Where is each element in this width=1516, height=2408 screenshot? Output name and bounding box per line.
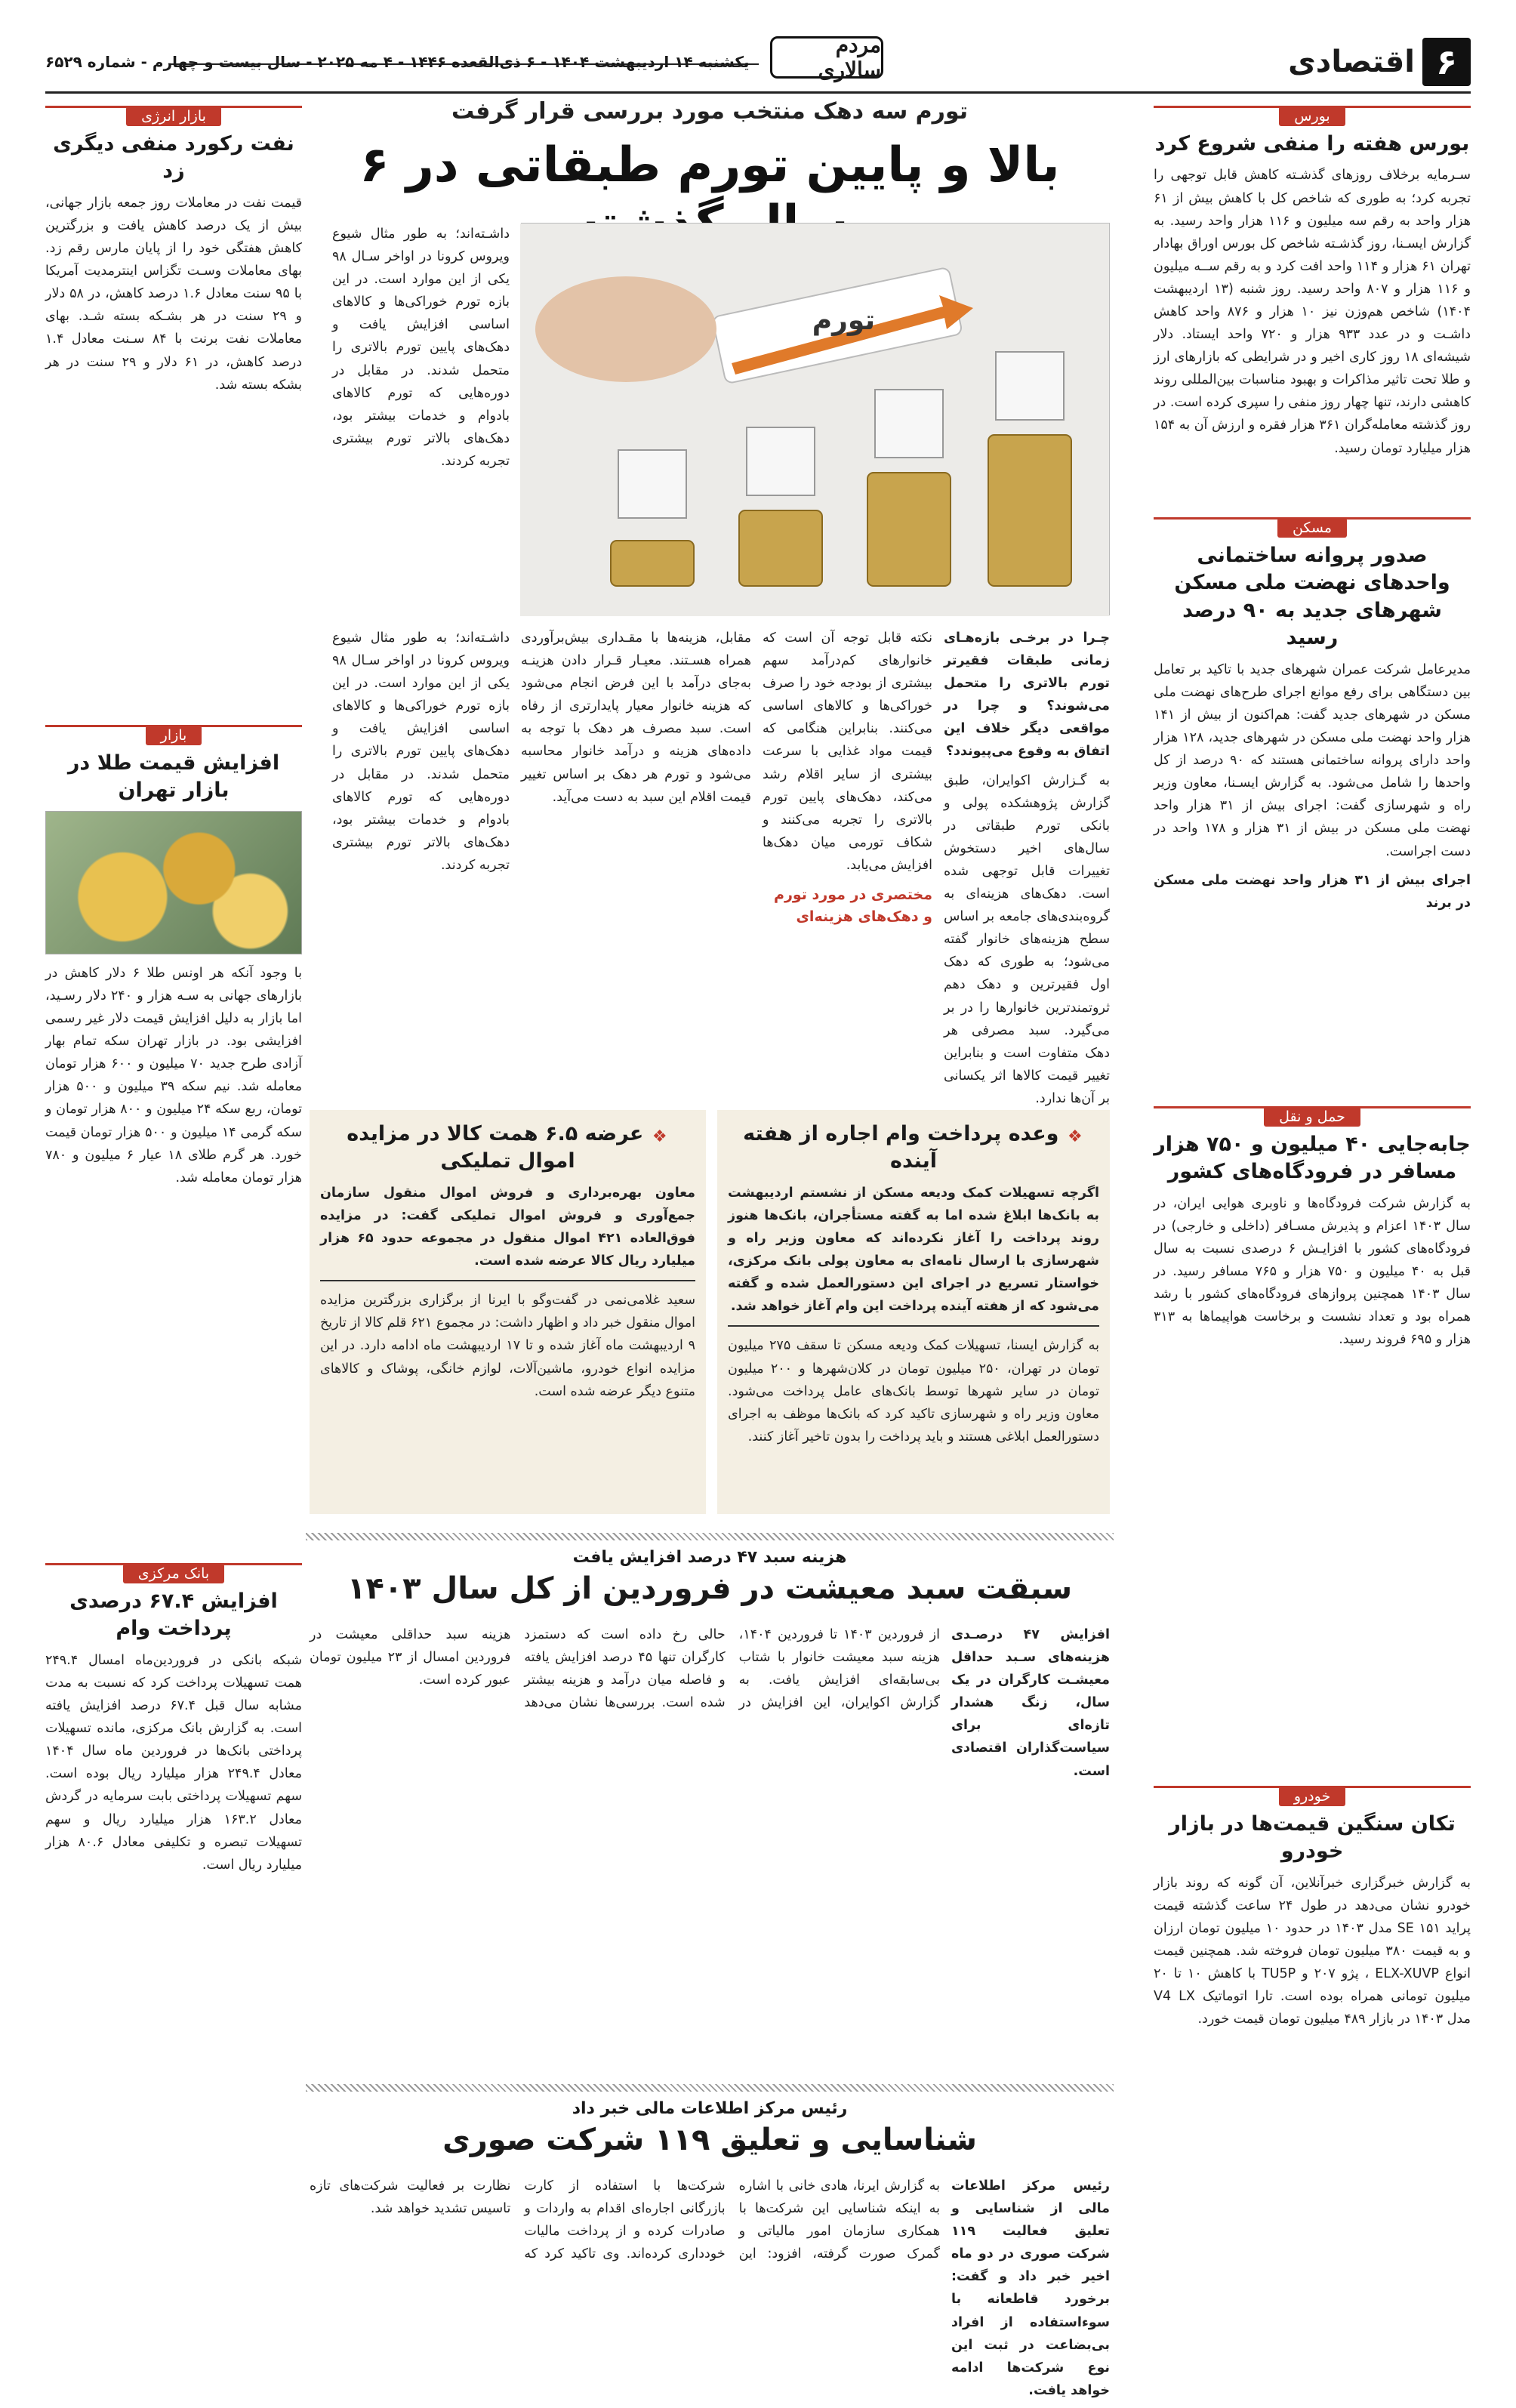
stock-title: بورس هفته را منفی شروع کرد [1154,132,1470,156]
auction-body: سعید غلامی‌نمی در گفت‌وگو با ایرنا از برگزاری بزرگترین مزایده اموال منقول خبر داد و اظهار داشت: در مجموع ۶۲۱ قلم کالا از تاریخ ۹ اردیبهشت ماه آغاز شده و تا ۱۷ اردیبهشت ماه ادامه دارد. در این مزایده انواع خودرو، ماشین‌آلات، لوازم خانگی، پوشاک و کالاهای متنوع دیگر عرضه شده است. [320,1293,695,1399]
rent-lead: اگرچه تسهیلات کمک ودیعه مسکن از نشستم اردیبهشت به بانک‌ها ابلاغ شده اما به گفته مستأجران، بانک‌ها هنوز روند پرداخت را آغاز نکرده‌اند که معاون وزیر راه و شهرسازی با ارسال نامه‌ای به معاون پولی بانک مرکزی، خواستار تسریع در اجرای این دستورالعمل شده و گفته می‌شود که از هفته آینده پرداخت این وام آغاز خواهد شد. [728,1185,1099,1315]
auction-title-text: عرضه ۶.۵ همت کالا در مزایده اموال تملیکی [347,1122,644,1173]
main-col-5 [332,627,510,1102]
photo-caption: تورم [812,305,875,336]
air-article [1154,1106,1471,1786]
air-kicker: حمل و نقل [1264,1107,1360,1127]
oil-article [45,106,302,725]
auction-title [320,1121,695,1176]
rent-body: به گزارش ایسنا، تسهیلات کمک ودیعه مسکن تا سقف ۲۷۵ میلیون تومان در تهران، ۲۵۰ میلیون تومان در کلان‌شهرها و ۲۰۰ میلیون تومان در سایر شهرها توسط بانک‌های عامل پرداخت می‌شود. معاون وزیر راه و شهرسازی تاکید کرد که بانک‌ها موظف به اجرای دستورالعمل ابلاغی هستند و باید پرداخت را بدون تاخیر آغاز کنند. [728,1338,1100,1444]
audit-lead: رئیس مرکز اطلاعات مالی از شناسایی و تعلیق فعالیت ۱۱۹ شرکت صوری در دو ماه اخیر خبر داد و گفت: برخورد قاطعانه با سوءاستفاده از افراد بی‌بضاعت در ثبت این نوع شرکت‌ها ادامه خواهد یافت. [951,2178,1110,2398]
section-name: اقتصادی [1288,45,1415,79]
main-photo [521,223,1110,615]
auction-lead: معاون بهره‌برداری و فروش اموال منقول سازمان جمع‌آوری و فروش اموال تملیکی گفت: در مزایده فوق‌العاده ۴۲۱ اموال منقول در مجموعه حدود ۶۵ هزار میلیارد ریال کالا عرضه شده است. [320,1185,695,1269]
bank-body: شبکه بانکی در فروردین‌ماه امسال ۲۴۹.۴ همت تسهیلات پرداخت کرد که نسبت به مدت مشابه سال قبل ۶۷.۴ درصد افزایش یافته است. به گزارش بانک مرکزی، مانده تسهیلات پرداختی بانک‌ها در فروردین ماه سال ۱۴۰۴ معادل ۲۴۹.۴ هزار میلیارد ریال بوده است. سهم تسهیلات پرداختی بابت سرمایه در گردش معادل ۱۶۳.۲ هزار میلیارد ریال و سهم تسهیلات تبصره و تکلیفی معادل ۸۰.۶ هزار میلیارد ریال است. [45,1652,302,1873]
bookmark-icon: ❖ [652,1127,667,1146]
main-col2-text: نکته قابل توجه آن است که خانوارهای کم‌درآمد سهم بیشتری از بودجه خود را صرف خوراکی‌ها و کالاهای اساسی می‌کنند. بنابراین هنگامی که قیمت مواد غذایی با سرعت بیشتری از سایر اقلام رشد می‌کند، دهک‌های پایین تورم بالاتری را تجربه می‌کنند و شکاف تورمی میان دهک‌ها افزایش می‌یابد. [763,631,932,873]
oil-title: نفت رکورد منفی دیگری زد [53,132,294,183]
main-col-2 [763,627,932,1102]
cars-article [1154,1786,1471,2314]
main-col5-text: داشـته‌اند؛ به طور مثال شیوع ویروس کرونا در اواخر سـال ۹۸ یکی از این موارد است. در این بازه تورم خوراکی‌ها و کالاهای اساسی افزایش یافت و دهک‌های پایین تورم بالاتری را متحمل شدند. در مقابل در دوره‌هایی که تورم کالاهای بادوام و خدمات بیشتر بود، دهک‌های بالاتر تورم بیشتری تجربه کردند. [332,631,510,873]
main-callout: مختصری در مورد تورم و دهک‌های هزینه‌ای [774,886,932,925]
housing-title: صدور پروانه ساختمانی واحدهای نهضت ملی مسکن شهرهای جدید به ۹۰ درصد رسید [1174,544,1450,650]
oil-body: قیمت نفت در معاملات روز جمعه بازار جهانی، بیش از یک درصد کاهش یافت و بزرگترین کاهش هفتگی خود را از پایان مارس رقم زد. بهای معاملات وسـت تگزاس اینترمدیت آمریکا با ۹۵ سنت معادل ۱.۶ درصد کاهش، در ۵۸ دلار و ۲۹ سنت در هر بشـکه بسته شـد. بهای معاملات نفت برنت با ۸۴ سـنت معادل ۱.۴ درصد کاهش، در ۶۱ دلار و ۲۹ سنت در هر بشکه بسته شد. [45,195,302,393]
main-lead-question: چـرا در برخـی بازه‌هـای زمانی طبقات فقیرتر تورم بالاتری را متحمل می‌شوند؟ و چرا در مواقعی دیگر خلاف این اتفاق به وقوع می‌پیوندد؟ [944,631,1110,760]
main-col-4 [332,223,510,615]
living-article-head [306,1525,1114,1606]
newspaper-logo: مردم سالاری [770,36,883,79]
audit-col-1 [951,2175,1110,2398]
page-header [45,30,1471,94]
audit-supertitle: رئیس مرکز اطلاعات مالی خبر داد [572,2099,848,2118]
cars-title: تکان سنگین قیمت‌ها در بازار خودرو [1169,1812,1456,1864]
gold-photo [45,811,302,954]
separator-hatch [306,1533,1114,1540]
bank-title: افزایش ۶۷.۴ درصدی پرداخت وام [69,1589,278,1641]
housing-subhead: اجرای بیش از ۳۱ هزار واحد نهضت ملی مسکن در برند [1154,872,1471,911]
housing-article [1154,517,1471,1106]
oil-kicker: بازار انرژی [126,106,221,126]
bank-article [45,1563,302,2288]
coins-illustration [520,224,1109,616]
bookmark-icon: ❖ [1068,1127,1083,1146]
main-supertitle: تورم سه دهک منتخب مورد بررسی قرار گرفت [451,98,968,125]
air-title: جابه‌جایی ۴۰ میلیون و ۷۵۰ هزار مسافر در فرودگاه‌های کشور [1154,1133,1471,1184]
gold-kicker: بازار [146,726,202,745]
auction-article [310,1110,706,1514]
bank-kicker: بانک مرکزی [123,1564,224,1583]
left-column [45,106,302,2326]
audit-body: به گزارش ایرنا، هادی خانی با اشاره به اینکه شناسایی این شرکت‌ها با همکاری سازمان امور مالیاتی و گمرک صورت گرفته، افزود: این شرکت‌ها با استفاده از کارت بازرگانی اجاره‌ای اقدام به واردات و صادرات کرده و از پرداخت مالیات خودداری کرده‌اند. وی تاکید کرد که نظارت بر فعالیت شرکت‌های تازه تاسیس تشدید خواهد شد. [310,2178,940,2262]
housing-kicker: مسکن [1277,518,1347,538]
gold-article [45,725,302,1563]
cars-kicker: خودرو [1279,1787,1345,1806]
stock-article [1154,106,1471,517]
rent-title [728,1121,1099,1176]
gold-title: افزایش قیمت طلا در بازار تهران [67,751,280,803]
section-label [1288,38,1471,86]
main-col-3 [521,627,751,1102]
living-cols [310,1623,940,2069]
audit-cols [310,2175,940,2379]
living-title: سبقت سبد معیشت در فروردین از کل سال ۱۴۰۳ [347,1571,1073,1606]
gold-body: با وجود آنکه هر اونس طلا ۶ دلار کاهش در بازارهای جهانی به سـه هزار و ۲۴۰ دلار رسـید، اما بازار به دلیل افزایش قیمت دلار غیر رسمی افزایشی بود. در بازار تهران سکه تمام بهار آزادی طرح جدید ۷۰ میلیون و ۶۰۰ هزار تومان معامله شد. نیم سکه ۳۹ میلیون و ۵۰۰ هزار تومان، ربع سکه ۲۴ میلیون و ۸۰۰ هزار تومان و سکه گرمی ۱۴ میلیون و ۵۰۰ هزار تومان قیمت خورد. هر گرم طلای ۱۸ عیار ۶ میلیون و ۷۸۰ هزار تومان معامله شد. [45,965,303,1186]
main-col1-text: به گـزارش اکوایران، طبق گزارش پژوهشکده پولی و بانکی تورم طبقاتی در سال‌های اخیر دستخوش تغییرات قابل توجهی شده است. دهک‌های هزینه‌ای به گروه‌بندی‌های جامعه بر اساس سطح هزینه‌های خانوار گفته می‌شود؛ به طوری که دهک اول فقیرترین و دهک دهم ثروتمندترین خانوارها را در بر می‌گیرد. سبد مصرفی هر دهک متفاوت است و بنابراین تغییر قیمت کالاها اثر یکسانی بر آن‌ها ندارد. [944,772,1110,1106]
cars-body: به گزارش خبرگزاری خبرآنلاین، آن گونه که روند بازار خودرو نشان می‌دهد در طول ۲۴ ساعت گذشته قیمت پراید ۱۵۱ SE مدل ۱۴۰۳ در حدود ۱۰ میلیون تومان ارزان و به قیمت ۳۸۰ میلیون تومان فروخته شد. همچنین قیمت انواع ELX-XUVP ، پژو ۲۰۷ و TU5P با کاهش ۱۰ تا ۲۰ میلیون تومانی همراه بوده است. تارا اتوماتیک V4 LX مدل ۱۴۰۳ در بازار ۴۸۹ میلیون تومان قیمت خورد. [1154,1875,1471,2027]
separator-hatch [306,2084,1114,2092]
main-col4-text: داشـته‌اند؛ به طور مثال شیوع ویروس کرونا در اواخر سـال ۹۸ یکی از این موارد است. در این بازه تورم خوراکی‌ها و کالاهای اساسی افزایش یافت و دهک‌های پایین تورم بالاتری را متحمل شدند. در مقابل در دوره‌هایی که تورم کالاهای بادوام و خدمات بیشتر بود، دهک‌های بالاتر تورم بیشتری تجربه کردند. [332,227,510,469]
air-body: به گزارش شرکت فرودگاه‌ها و ناوبری هوایی ایران، در سال ۱۴۰۳ اعزام و پذیرش مسـافر (داخلی و خارجی) در فرودگاه‌های کشور با افزایـش ۶ درصدی نسبت به سال قبل به ۴۰ میلیون و ۷۵۰ هزار و ۷۶۵ مسافر رسید. در سال ۱۴۰۳ همچنین پروازهای فرودگاه‌های کشور با رشد همراه بود و تعداد نشست و برخاست هواپیماها به ۳۱۳ هزار و ۶۹۵ فروند رسید. [1154,1195,1471,1348]
housing-body: مدیرعامل شرکت عمران شهرهای جدید با تاکید بر تعامل بین دستگاهی برای رفع موانع اجرای طرح‌های نهضت ملی مسکن در شهرهای جدید گفت: هم‌اکنون از بیش از ۱۴۱ هزار واحد نهضت ملی مسکن در شهرهای جدید، ۱۲۸ هزار واحد دارای پروانه ساختمانی هستند که ۹۰ درصد از کل واحدها را شامل می‌شود. به گزارش ایسـنا، معاون وزیر راه و شهرسازی گفت: اجرای بیش از ۳۱ هزار واحد نهضت ملی مسکن در بیش از ۳۱ هزار و ۱۷۸ واحد در دست اجراست. [1154,661,1471,859]
main-col3-text: مقابل، هزینه‌ها با مقـداری بیش‌برآوردی همراه هسـتند. معیـار قـرار دادن هزینـه به‌جای درآمد با این فرض انجام می‌شود که هزینه خانوار معیار پایدارتری از رفاه است. سبد مصرف هر دهک با توجه به داده‌های هزینه و درآمد خانوار محاسبه می‌شود و تورم هر دهک بر اساس تغییر قیمت اقلام این سبد به دست می‌آید. [521,631,751,805]
living-body: از فروردین ۱۴۰۳ تا فروردین ۱۴۰۴، هزینه سبد معیشت خانوار با شتاب بی‌سابقه‌ای افزایش یافت. به گزارش اکوایران، این افزایش در حالی رخ داده است که دستمزد کارگران تنها ۴۵ درصد افزایش یافته و فاصله میان درآمد و هزینه بیشتر شده است. بررسی‌ها نشان می‌دهد هزینه سبد حداقلی معیشت در فروردین امسال از ۲۳ میلیون تومان عبور کرده است. [310,1627,940,1711]
right-column [1154,106,1471,2326]
audit-article-head [306,2077,1114,2157]
living-col-1 [951,1623,1110,2069]
rent-title-text: وعده پرداخت وام اجاره از هفته آینده [743,1122,1059,1173]
main-title: بالا و پایین تورم طبقاتی در ۶ [359,137,1060,193]
living-lead: افزایش ۴۷ درصـدی هزینه‌های سـبد حداقل معیشـت کارگران در یک سال، زنگ هشدار تازه‌ای برای سیاست‌گذاران اقتصادی است. [951,1627,1110,1779]
audit-title: شناسایی و تعلیق ۱۱۹ شرکت صوری [442,2123,977,2157]
dateline: یکشنبه ۱۴ اردیبهشت ۱۴۰۴ - ۶ ذی‌القعده ۱۴۴۶ - ۴ مه ۲۰۲۵ - سال بیست و چهارم - شماره ۶۵۲۹ [45,53,750,71]
main-col-1 [944,627,1110,1106]
rent-article [717,1110,1110,1514]
stock-body: سـرمایه برخلاف روزهای گذشـته کاهش قابل توجهی را تجربه کرد؛ به طوری که شاخص کل با کاهش بیش از ۶۱ هزار واحد به رقم سه میلیون و ۱۱۶ هزار واحد رسید. به گزارش ایسـنا، روز گذشـته شاخص کل بورس اوراق بهادار تهران ۶۱ هزار و ۱۱۴ واحد افت کرد و به رقم ســه میلیون و ۱۱۶ هزار و ۸۰۷ واحد رسید. روز شنبه (۱۳ اردیبهشت ۱۴۰۴) شاخص هم‌وزن نیز ۱۰ هزار و ۸۷۶ واحد کاهش داشـت و در عدد ۹۳۳ هزار و ۷۲۰ واحد ایستاد. دلار شیشه‌ای ۱۸ روز کاری اخیر و در شرایطی که بازارهای ارز و طلا تحت تاثیر مذاکرات و بهبود مناسبات بین‌المللی روند کاهشی دارند، تنها چهار روز منفی را سپری کرده است. در روز گذشته معامله‌گران ۳۶۱ هزار فقره و ارزش آن به ۱۵۴ هزار میلیارد تومان رسید. [1154,168,1471,456]
stock-kicker: بورس [1279,106,1345,126]
living-supertitle: هزینه سبد ۴۷ درصد افزایش یافت [572,1548,847,1567]
page-number: ۶ [1422,38,1471,86]
